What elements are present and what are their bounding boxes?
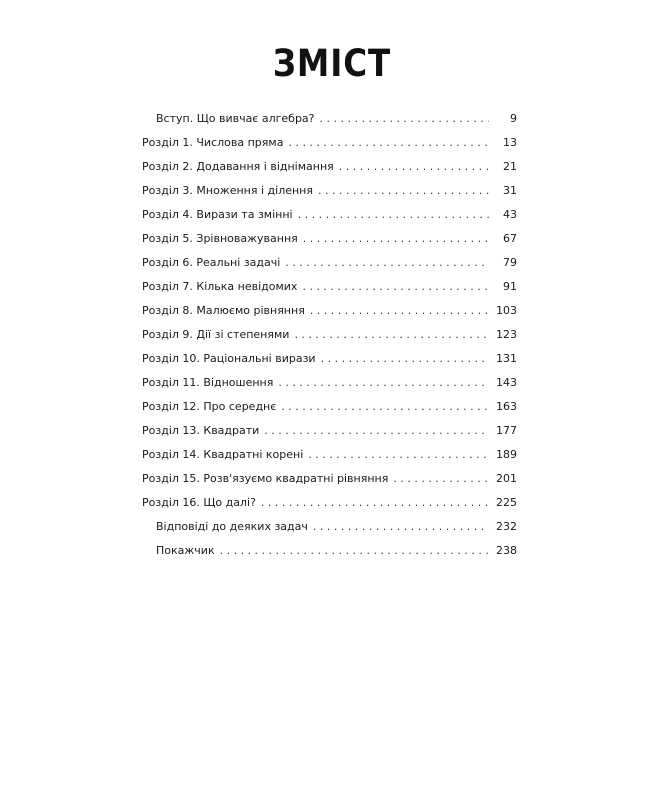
toc-entry-title: Розділ 1. Числова пряма [142, 136, 284, 149]
page-title: ЗМІСТ [272, 42, 392, 85]
toc-entry-chapter-11[interactable] [142, 371, 517, 395]
dot-leader [298, 203, 489, 227]
toc-entry-title: Розділ 6. Реальні задачі [142, 256, 281, 269]
toc-entry-chapter-16[interactable] [142, 491, 517, 515]
toc-entry-page: 21 [503, 160, 517, 173]
toc-entry-chapter-15[interactable] [142, 467, 517, 491]
toc-entry-chapter-7[interactable] [142, 275, 517, 299]
dot-leader [320, 107, 489, 131]
toc-entry-page: 131 [496, 352, 517, 365]
dot-leader [339, 155, 489, 179]
toc-entry-page: 189 [496, 448, 517, 461]
toc-entry-chapter-14[interactable] [142, 443, 517, 467]
toc-entry-page: 43 [503, 208, 517, 221]
toc-entry-page: 9 [510, 112, 517, 125]
toc-entry-page: 201 [496, 472, 517, 485]
dot-leader [278, 371, 489, 395]
dot-leader [288, 131, 489, 155]
dot-leader [393, 467, 489, 491]
toc-entry-chapter-10[interactable] [142, 347, 517, 371]
toc-entry-page: 13 [503, 136, 517, 149]
dot-leader [302, 275, 489, 299]
toc-entry-page: 67 [503, 232, 517, 245]
toc-entry-title: Розділ 4. Вирази та змінні [142, 208, 293, 221]
toc-entry-title: Вступ. Що вивчає алгебра? [156, 112, 315, 125]
toc-entry-chapter-9[interactable] [142, 323, 517, 347]
toc-entry-intro[interactable] [142, 107, 517, 131]
toc-entry-answers[interactable] [142, 515, 517, 539]
toc-entry-chapter-13[interactable] [142, 419, 517, 443]
dot-leader [318, 179, 489, 203]
toc-entry-title: Розділ 7. Кілька невідомих [142, 280, 298, 293]
toc-entry-page: 238 [496, 544, 517, 557]
toc-entry-page: 232 [496, 520, 517, 533]
toc-entry-title: Покажчик [156, 544, 215, 557]
toc-entry-chapter-1[interactable] [142, 131, 517, 155]
toc-entry-title: Розділ 12. Про середнє [142, 400, 277, 413]
toc-entry-page: 79 [503, 256, 517, 269]
toc-entry-title: Розділ 14. Квадратні корені [142, 448, 304, 461]
dot-leader [310, 299, 489, 323]
toc-entry-index[interactable] [142, 539, 517, 563]
toc-entry-page: 123 [496, 328, 517, 341]
toc-entry-chapter-5[interactable] [142, 227, 517, 251]
toc-entry-page: 103 [496, 304, 517, 317]
toc-entry-page: 31 [503, 184, 517, 197]
toc-entry-title: Розділ 15. Розв'язуємо квадратні рівняння [142, 472, 389, 485]
toc-entry-chapter-2[interactable] [142, 155, 517, 179]
toc-entry-chapter-3[interactable] [142, 179, 517, 203]
toc-entry-title: Розділ 11. Відношення [142, 376, 274, 389]
toc-entry-chapter-12[interactable] [142, 395, 517, 419]
toc-entry-title: Розділ 8. Малюємо рівняння [142, 304, 305, 317]
dot-leader [303, 227, 489, 251]
toc-entry-chapter-8[interactable] [142, 299, 517, 323]
toc-entry-title: Відповіді до деяких задач [156, 520, 308, 533]
toc-entry-page: 225 [496, 496, 517, 509]
toc-entry-chapter-4[interactable] [142, 203, 517, 227]
dot-leader [264, 419, 489, 443]
toc-entry-page: 143 [496, 376, 517, 389]
dot-leader [321, 347, 489, 371]
toc-entry-title: Розділ 10. Раціональні вирази [142, 352, 316, 365]
toc-entry-title: Розділ 9. Дії зі степенями [142, 328, 290, 341]
toc-entry-page: 91 [503, 280, 517, 293]
toc-entry-title: Розділ 13. Квадрати [142, 424, 260, 437]
toc-entry-page: 177 [496, 424, 517, 437]
toc-entry-title: Розділ 5. Зрівноважування [142, 232, 298, 245]
toc-entry-title: Розділ 16. Що далі? [142, 496, 256, 509]
toc-entry-title: Розділ 3. Множення і ділення [142, 184, 313, 197]
dot-leader [281, 395, 489, 419]
toc-entry-page: 163 [496, 400, 517, 413]
toc-entry-chapter-6[interactable] [142, 251, 517, 275]
dot-leader [294, 323, 489, 347]
dot-leader [220, 539, 489, 563]
toc-entry-title: Розділ 2. Додавання і віднімання [142, 160, 334, 173]
dot-leader [308, 443, 489, 467]
dot-leader [285, 251, 489, 275]
dot-leader [313, 515, 489, 539]
dot-leader [261, 491, 489, 515]
table-of-contents [142, 107, 517, 563]
